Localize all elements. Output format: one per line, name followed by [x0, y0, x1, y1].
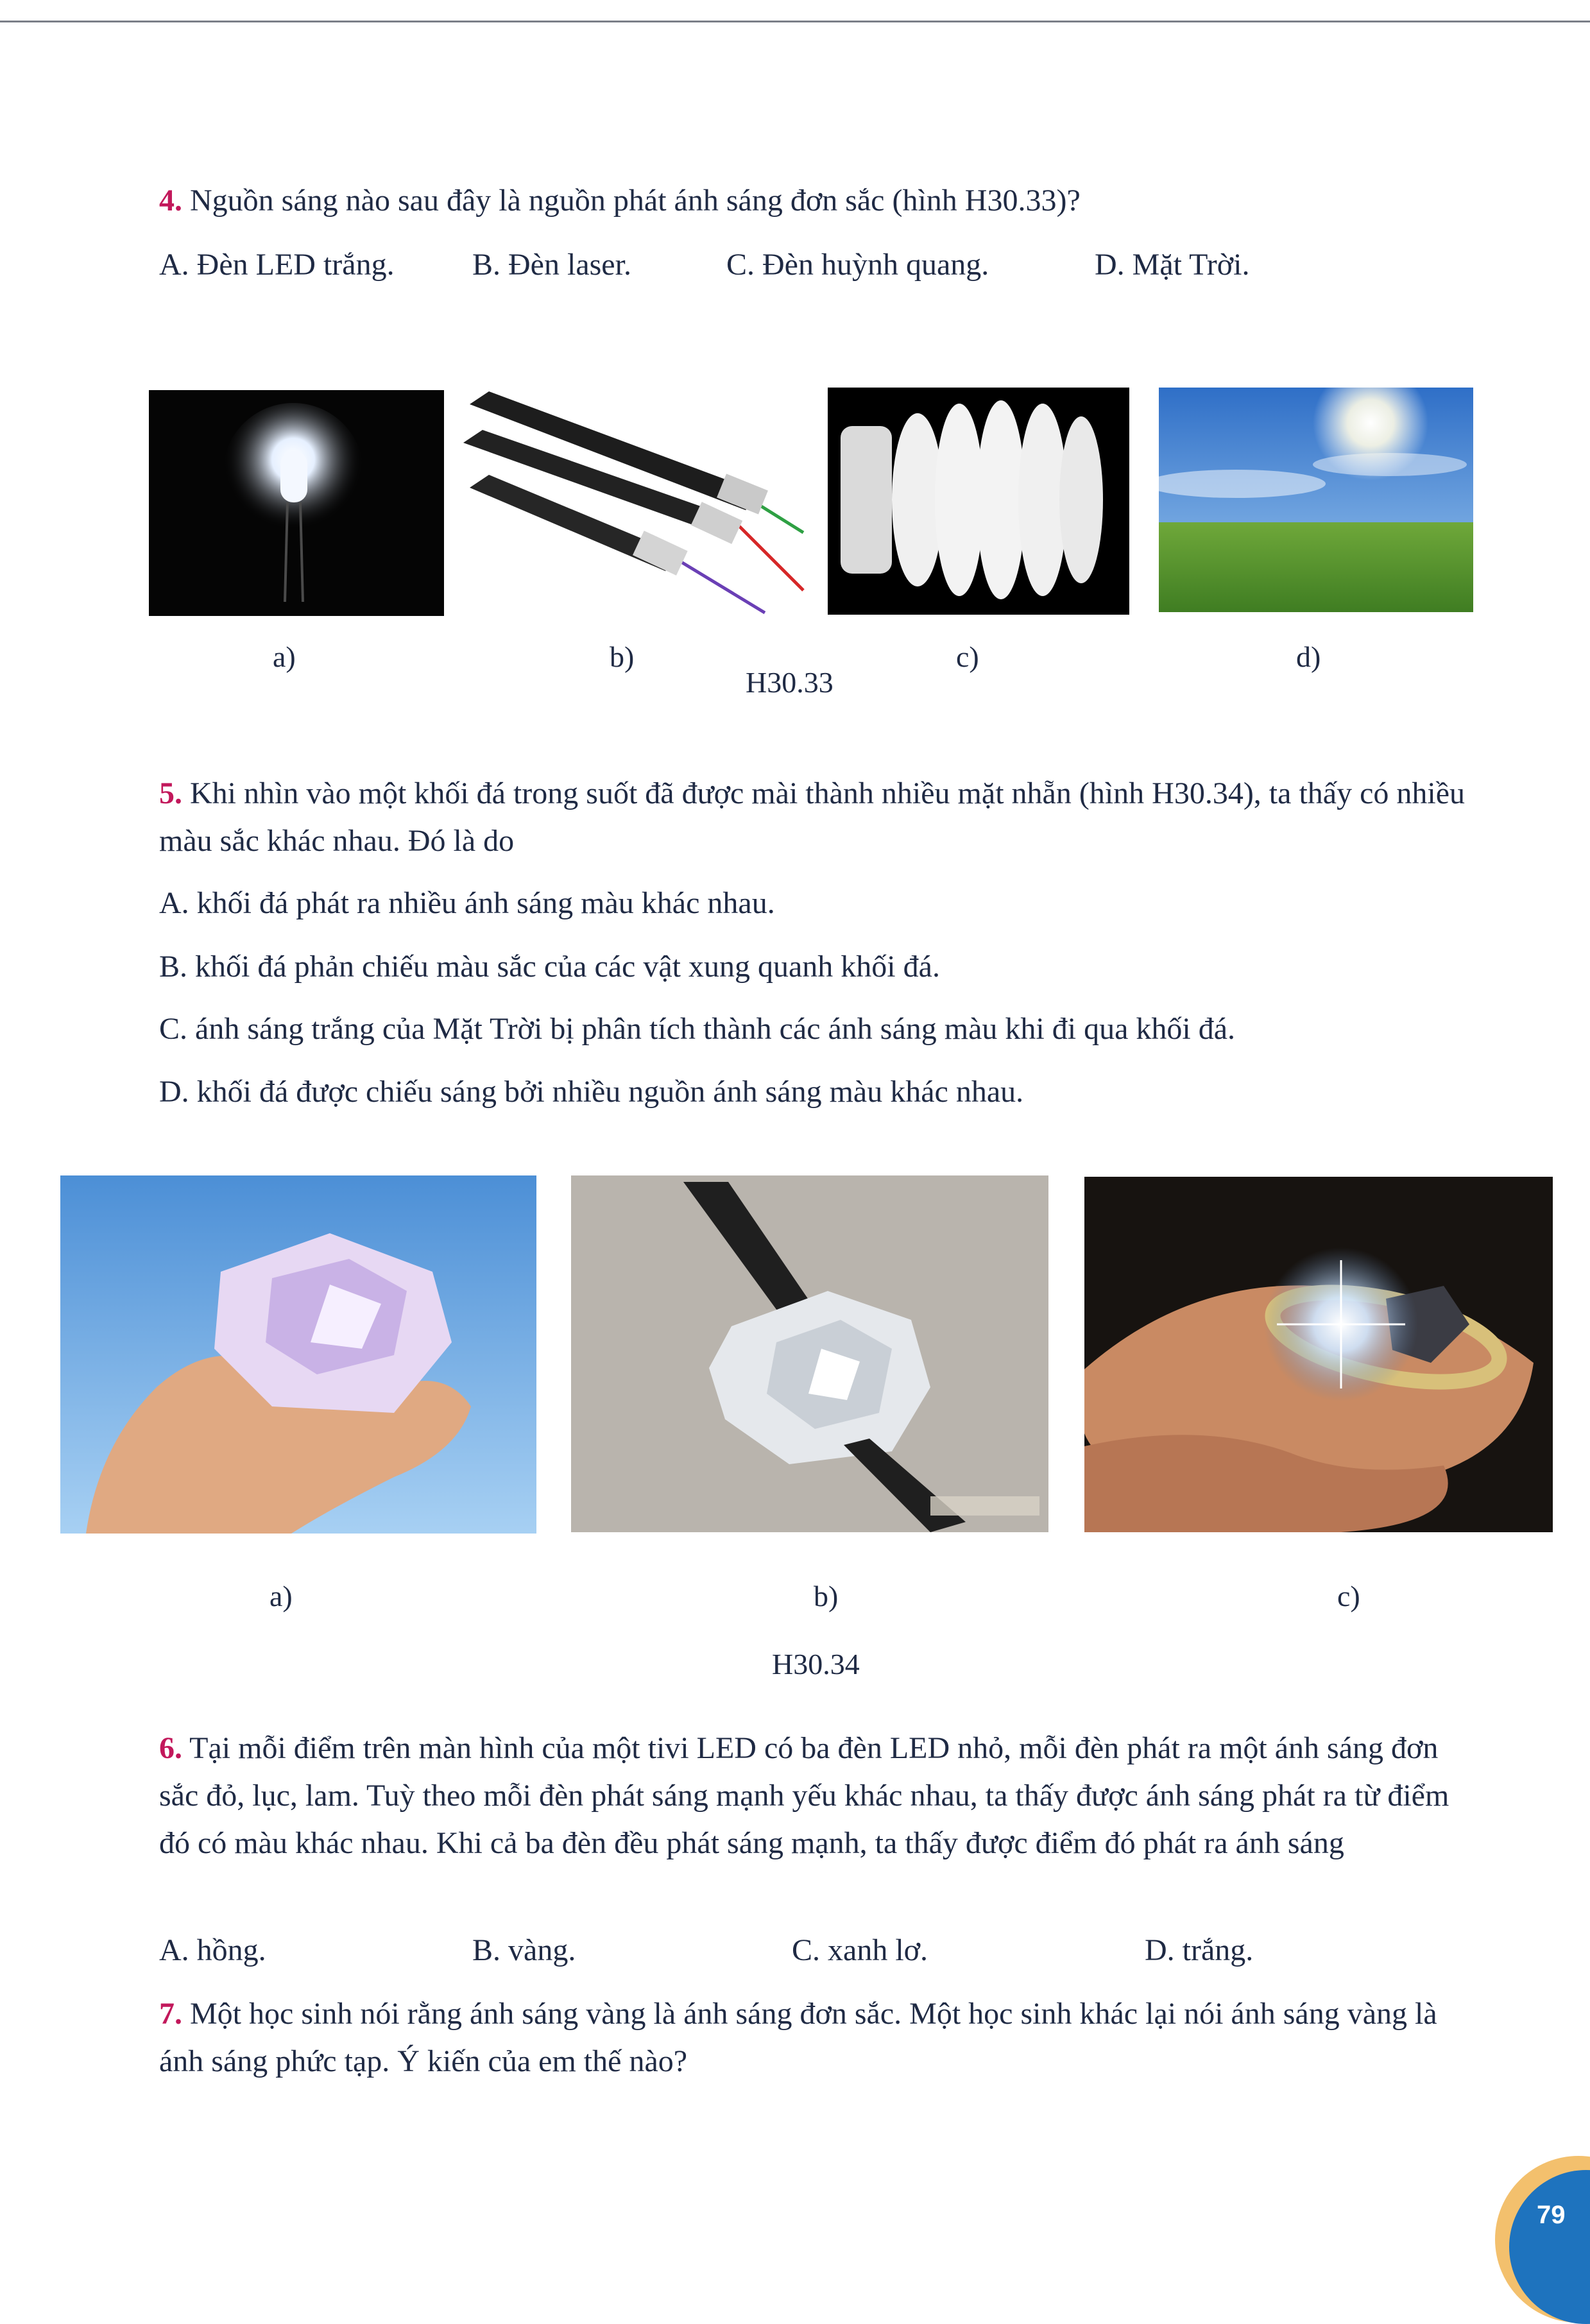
option-c: C. xanh lơ.: [792, 1933, 928, 1967]
question-5: [159, 770, 1475, 865]
figure-caption: H30.33: [746, 666, 833, 699]
figure-caption: H30.34: [772, 1648, 860, 1680]
option-a: A. hồng.: [159, 1933, 266, 1967]
figure-label-a: a): [273, 640, 296, 673]
diamond-ring-photo: [1084, 1177, 1553, 1532]
question-text: Nguồn sáng nào sau đây là nguồn phát ánh sáng đơn sắc (hình H30.33)?: [190, 184, 1081, 218]
figure-label-c: c): [956, 640, 979, 673]
led-photo: [149, 390, 444, 616]
crystal-in-hand-photo: [60, 1175, 536, 1534]
option-c: C. Đèn huỳnh quang.: [726, 248, 989, 282]
header-rule: [0, 21, 1590, 22]
cut-gem-tweezers-photo: [571, 1175, 1048, 1532]
question-number: 6.: [159, 1731, 182, 1765]
page-number: 79: [1537, 2201, 1566, 2229]
option-b: B. khối đá phản chiếu màu sắc của các vật xung quanh khối đá.: [159, 950, 940, 984]
sun-sky-photo: [1159, 388, 1473, 612]
question-4: [159, 177, 1475, 225]
figure-label-c: c): [1337, 1580, 1360, 1612]
question-6: [159, 1725, 1475, 1867]
option-c: C. ánh sáng trắng của Mặt Trời bị phân tích thành các ánh sáng màu khi đi qua khối đá.: [159, 1012, 1236, 1046]
option-a: A. khối đá phát ra nhiều ánh sáng màu khác nhau.: [159, 886, 775, 920]
figure-label-b: b): [814, 1580, 839, 1612]
option-a: A. Đèn LED trắng.: [159, 248, 395, 282]
question-7: [159, 1990, 1475, 2085]
figure-label-d: d): [1296, 640, 1321, 673]
option-d: D. Mặt Trời.: [1095, 248, 1250, 282]
laser-pointers-photo: [463, 385, 810, 616]
question-number: 4.: [159, 184, 182, 218]
figure-label-a: a): [269, 1580, 293, 1612]
fluorescent-bulb-photo: [828, 388, 1129, 615]
question-text: Khi nhìn vào một khối đá trong suốt đã được mài thành nhiều mặt nhẵn (hình H30.34), ta thấy có nhiều màu sắc khác nhau. Đó là do: [159, 776, 1466, 858]
option-b: B. vàng.: [472, 1933, 576, 1967]
option-b: B. Đèn laser.: [472, 248, 631, 282]
option-d: D. trắng.: [1145, 1933, 1254, 1967]
question-number: 7.: [159, 1997, 182, 2031]
question-number: 5.: [159, 776, 182, 810]
question-text: Tại mỗi điểm trên màn hình của một tivi LED có ba đèn LED nhỏ, mỗi đèn phát ra một ánh sáng đơn sắc đỏ, lục, lam. Tuỳ theo mỗi đèn phát sáng mạnh yếu khác nhau, ta thấy được ánh sáng phát ra từ điểm đó có màu khác nhau. Khi cả ba đèn đều phát sáng mạnh, ta thấy được điểm đó phát ra ánh sáng: [159, 1731, 1449, 1860]
option-d: D. khối đá được chiếu sáng bởi nhiều nguồn ánh sáng màu khác nhau.: [159, 1075, 1024, 1109]
figure-label-b: b): [610, 640, 635, 673]
question-text: Một học sinh nói rằng ánh sáng vàng là ánh sáng đơn sắc. Một học sinh khác lại nói ánh sáng vàng là ánh sáng phức tạp. Ý kiến của em thế nào?: [159, 1997, 1437, 2078]
